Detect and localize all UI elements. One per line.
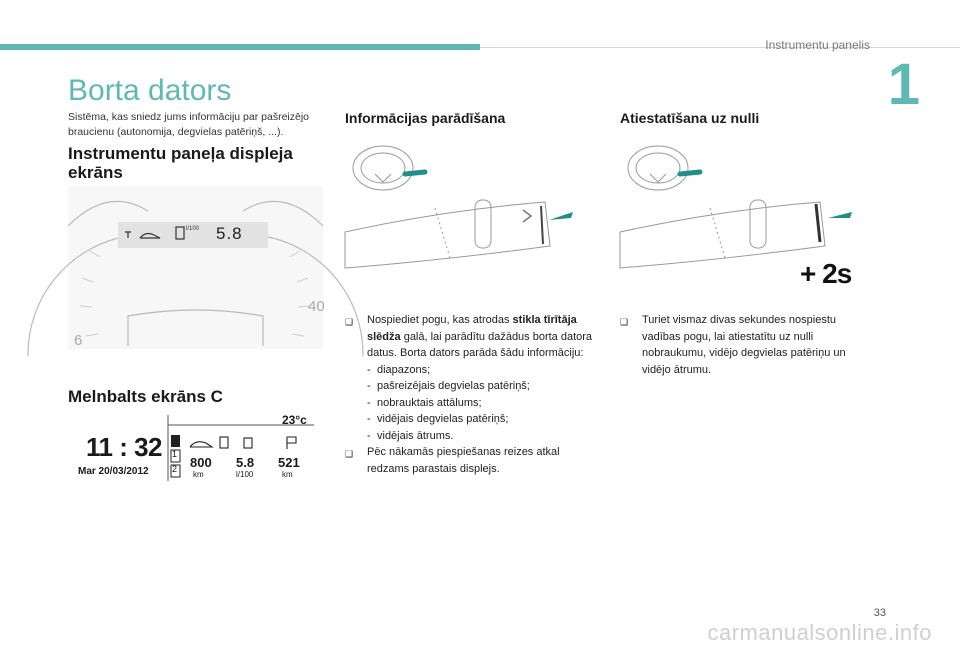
reset-bullet	[620, 312, 860, 378]
stalk-reset-illustration	[620, 138, 860, 273]
mono-val-distance: 521	[278, 455, 300, 470]
list-item: - pašreizējais degvielas patēriņš;	[367, 380, 530, 392]
info-para-text: galā, lai parādītu dažādus borta datora datus. Borta dators parāda šādu informāciju:	[367, 330, 593, 359]
heading-line: Instrumentu paneļa displeja	[68, 144, 293, 163]
mono-val-range: 800	[190, 455, 212, 470]
list-item: - nobrauktais attālums;	[367, 396, 482, 409]
heading-info-display: Informācijas parādīšana	[345, 110, 506, 126]
mono-val-consumption: 5.8	[236, 455, 255, 470]
cluster-illustration	[68, 186, 323, 349]
hold-2s-badge: + 2s	[800, 258, 852, 289]
stalk-illustration	[345, 138, 575, 273]
mono-date: Mar 20/03/2012	[78, 466, 149, 477]
heading-cluster-display	[68, 144, 333, 182]
cluster-drawing	[68, 186, 323, 349]
cluster-value: 5.8	[216, 224, 243, 243]
mono-temp: 23°c	[282, 413, 307, 427]
intro-text: Sistēma, kas sniedz jums informāciju par pašreizējo braucienu (autonomija, degvielas patēriņš, ...).	[68, 111, 310, 138]
info-text	[345, 312, 600, 477]
mono-screen	[68, 413, 318, 493]
info-para-bold: stikla tīrītāja slēdža	[367, 314, 577, 343]
bullet-marker-icon: ❑	[345, 449, 354, 459]
bullet-marker-icon: ❑	[345, 317, 354, 327]
chapter-number: 1	[887, 52, 920, 117]
mono-time: 11 : 32	[86, 432, 163, 462]
mono-unit-range: km	[193, 470, 204, 479]
section-title: Instrumentu panelis	[765, 38, 870, 52]
cluster-unit: l/100	[186, 226, 200, 232]
info-list	[345, 362, 600, 445]
list-item: - vidējais degvielas patēriņš;	[367, 413, 509, 425]
watermark: carmanualsonline.info	[707, 620, 932, 645]
heading-mono-display: Melnbalts ekrāns C	[68, 387, 223, 406]
header-rule	[480, 47, 960, 48]
reset-para: Turiet vismaz divas sekundes nospiestu vadības pogu, lai atiestatītu uz nulli nobraukumu, vidējo degvielas patēriņu un vidējo ātrumu.	[642, 314, 846, 376]
heading-line: ekrāns	[68, 163, 123, 182]
page-number: 33	[873, 607, 886, 619]
info-para-text: Nospiediet pogu, kas atrodas	[367, 314, 513, 326]
list-item: - vidējais ātrums.	[367, 429, 454, 442]
reset-text	[620, 312, 860, 378]
bullet-marker-icon: ❑	[620, 317, 629, 327]
cluster-tick-6: 6	[74, 332, 83, 349]
mono-index-1: 1	[172, 449, 178, 459]
header-accent-bar	[0, 44, 480, 50]
cluster-tick-40: 40	[308, 298, 325, 315]
mono-unit-consumption: l/100	[236, 470, 254, 479]
info-bullet	[345, 312, 600, 362]
page-title: Borta dators	[68, 74, 232, 107]
info-bullet	[345, 444, 600, 477]
mono-index-2: 2	[172, 464, 178, 474]
heading-reset: Atiestatīšana uz nulli	[620, 110, 760, 126]
info-para2: Pēc nākamās piespiešanas reizes atkal redzams parastais displejs.	[367, 446, 560, 475]
mono-unit-distance: km	[282, 470, 293, 479]
list-item: - diapazons;	[367, 363, 431, 376]
